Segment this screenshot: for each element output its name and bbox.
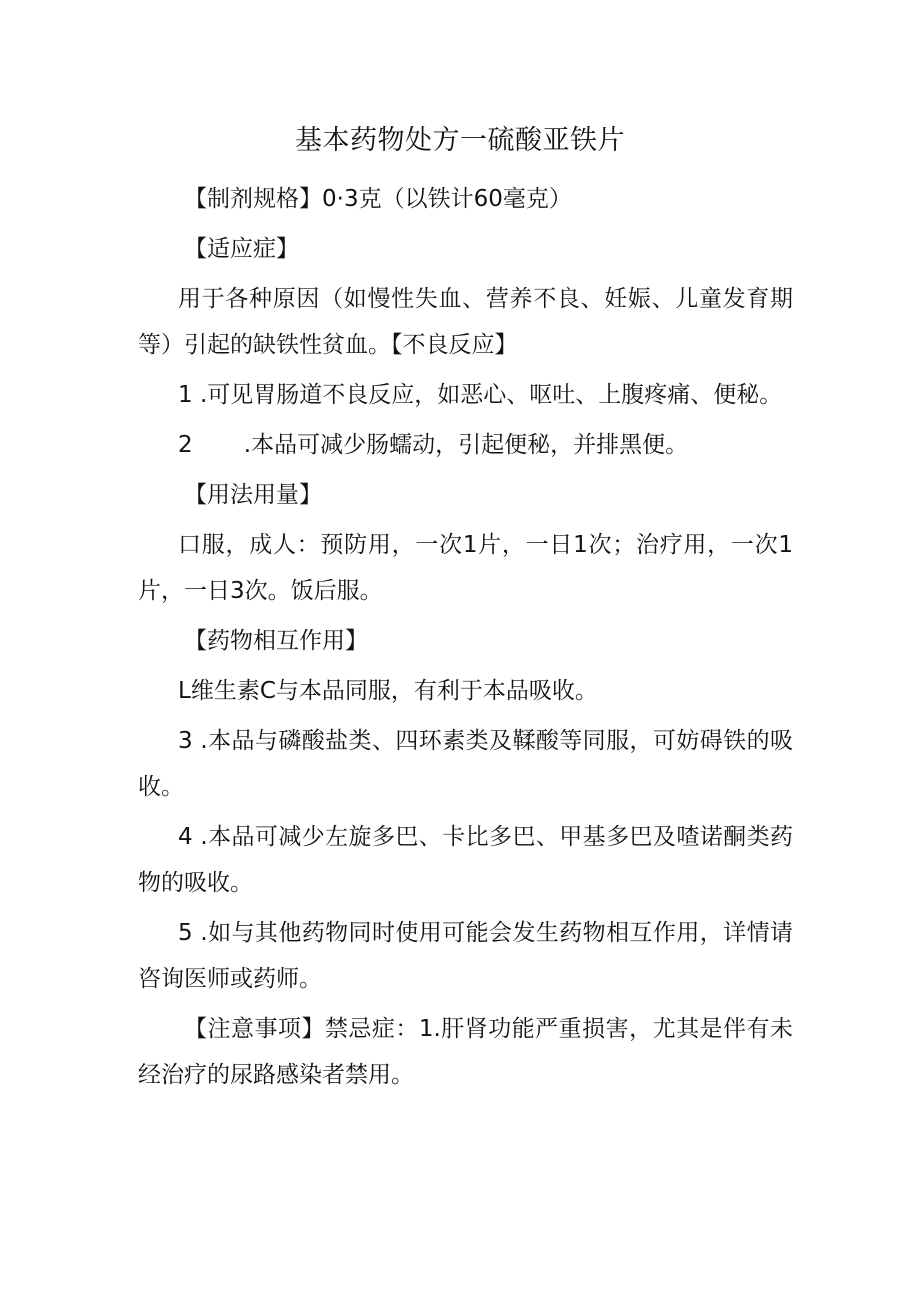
paragraph-precautions: 【注意事项】禁忌症：1.肝肾功能严重损害，尤其是伴有未经治疗的尿路感染者禁用。: [138, 1016, 793, 1088]
paragraph-specification: 【制剂规格】0·3克（以铁计60毫克）: [184, 186, 572, 212]
paragraph-interaction-1: L维生素C与本品同服，有利于本品吸收。: [178, 678, 598, 704]
heading-dosage: 【用法用量】: [184, 482, 322, 508]
paragraph-adverse-reaction-1: 1 .可见胃肠道不良反应，如恶心、呕吐、上腹疼痛、便秘。: [178, 382, 783, 408]
paragraph-interaction-4: 4 .本品可减少左旋多巴、卡比多巴、甲基多巴及喳诺酮类药物的吸收。: [138, 824, 793, 896]
paragraph-indications: 用于各种原因（如慢性失血、营养不良、妊娠、儿童发育期等）引起的缺铁性贫血。【不良反应】: [138, 286, 793, 358]
heading-indications: 【适应症】: [184, 236, 299, 262]
document-body: [138, 176, 793, 1102]
paragraph-interaction-5: 5 .如与其他药物同时使用可能会发生药物相互作用，详情请咨询医师或药师。: [138, 920, 793, 992]
paragraph-dosage: 口服，成人：预防用，一次1片，一日1次；治疗用，一次1片，一日3次。饭后服。: [138, 532, 793, 604]
paragraph-adverse-reaction-2: 2 .本品可减少肠蠕动，引起便秘，并排黑便。: [178, 432, 689, 458]
heading-drug-interactions: 【药物相互作用】: [184, 628, 368, 654]
document-title: 基本药物处方一硫酸亚铁片: [295, 125, 625, 156]
paragraph-interaction-3: 3 .本品与磷酸盐类、四环素类及鞣酸等同服，可妨碍铁的吸收。: [138, 728, 793, 800]
